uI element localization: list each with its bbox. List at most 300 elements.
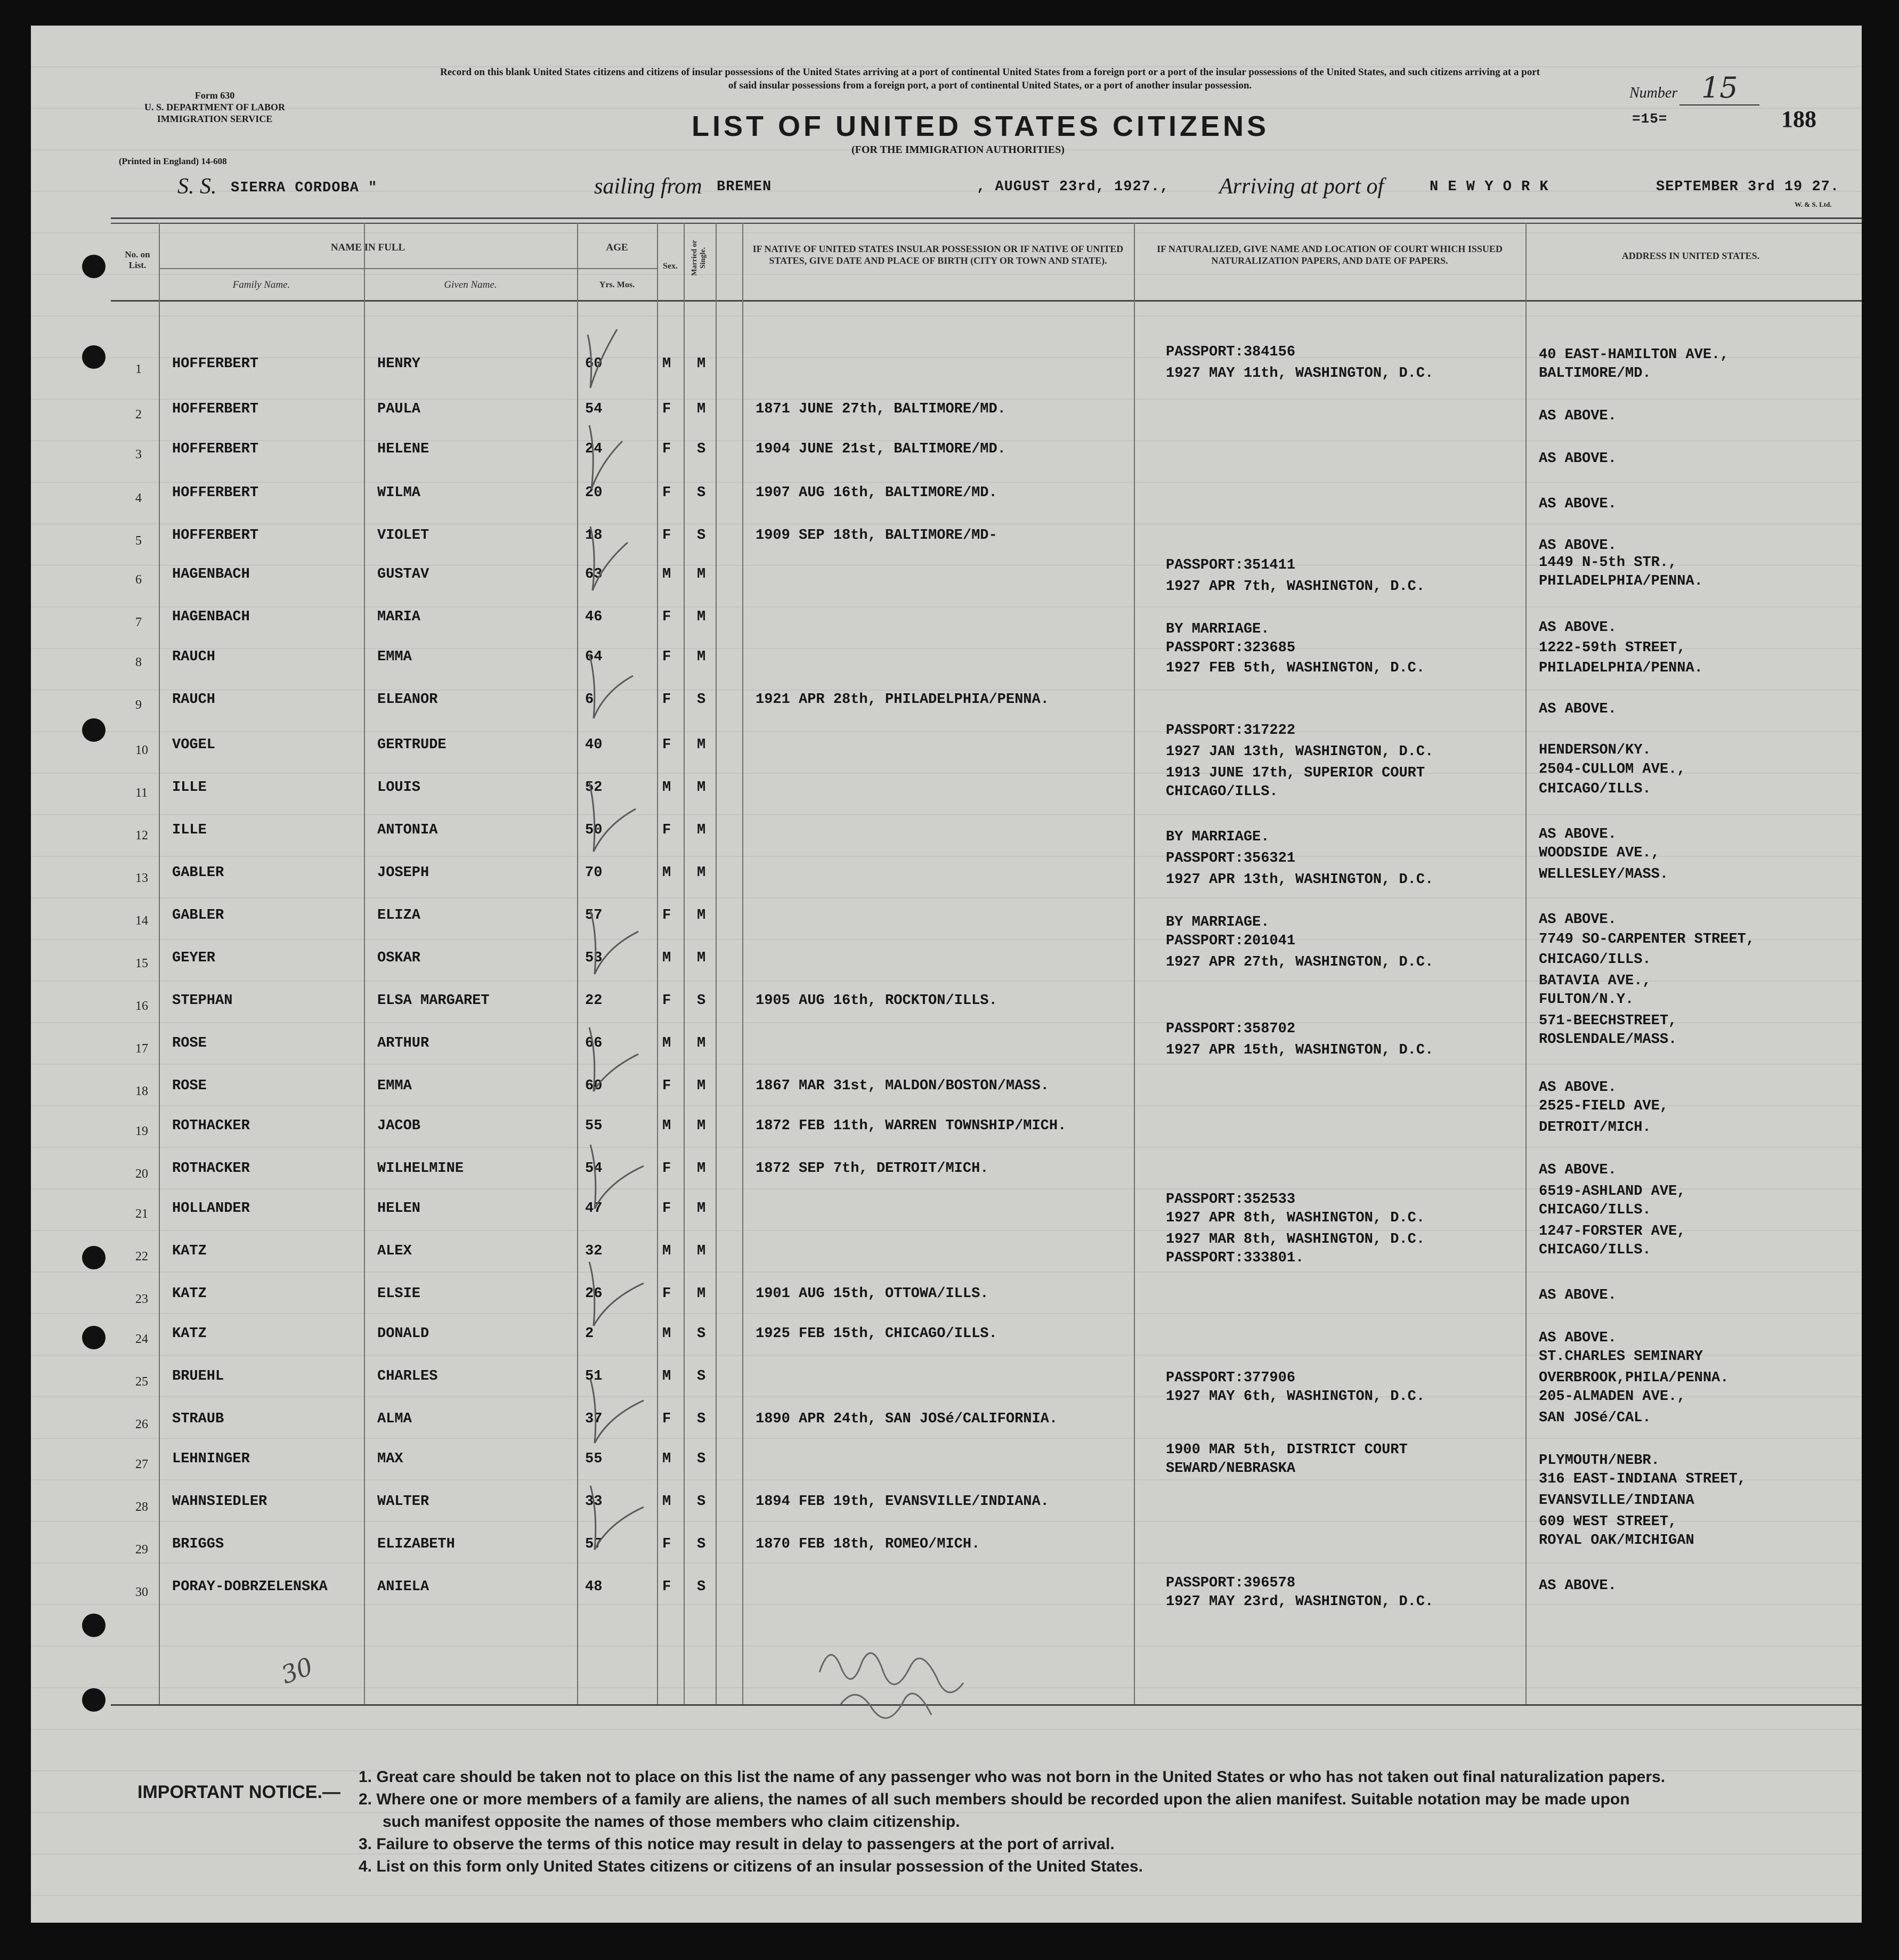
birth-info: 1907 AUG 16th, BALTIMORE/MD. bbox=[756, 485, 997, 501]
family-name: BRIGGS bbox=[172, 1536, 224, 1552]
form-id-block bbox=[127, 90, 303, 125]
age-years: 57 bbox=[585, 908, 603, 924]
sex: F bbox=[662, 609, 671, 625]
given-name: ALEX bbox=[377, 1243, 412, 1259]
given-name: GERTRUDE bbox=[377, 737, 447, 753]
given-name: OSKAR bbox=[377, 950, 421, 966]
given-name: MARIA bbox=[377, 609, 421, 625]
address-line: AS ABOVE. bbox=[1539, 1080, 1617, 1096]
sailing-label: sailing from bbox=[594, 174, 702, 199]
address-line: OVERBROOK,PHILA/PENNA. bbox=[1539, 1370, 1729, 1386]
naturalization-line: 1927 APR 8th, WASHINGTON, D.C. bbox=[1166, 1210, 1425, 1226]
address-line: 609 WEST STREET, bbox=[1539, 1514, 1677, 1530]
address-line: 7749 SO-CARPENTER STREET, bbox=[1539, 932, 1755, 947]
address-line: AS ABOVE. bbox=[1539, 701, 1617, 717]
address-line: ST.CHARLES SEMINARY bbox=[1539, 1349, 1703, 1365]
marital-status: M bbox=[697, 566, 706, 582]
row-number: 18 bbox=[135, 1084, 148, 1098]
row-number: 15 bbox=[135, 957, 148, 970]
punch-hole bbox=[82, 255, 106, 278]
age-years: 24 bbox=[585, 441, 603, 457]
given-name: ELSIE bbox=[377, 1286, 421, 1302]
address-line: 1449 N-5th STR., bbox=[1539, 555, 1677, 571]
address-line: 6519-ASHLAND AVE, bbox=[1539, 1184, 1686, 1200]
address-line: ROSLENDALE/MASS. bbox=[1539, 1032, 1677, 1048]
naturalization-line: PASSPORT:333801. bbox=[1166, 1250, 1304, 1266]
marital-status: S bbox=[697, 441, 706, 457]
age-years: 48 bbox=[585, 1579, 603, 1595]
sex: M bbox=[662, 1451, 671, 1467]
given-name: JACOB bbox=[377, 1118, 421, 1134]
sex: M bbox=[662, 356, 671, 372]
row-number: 7 bbox=[135, 615, 142, 629]
pencil-tick-marks bbox=[585, 313, 713, 1614]
punch-hole bbox=[82, 345, 106, 369]
family-name: HOLLANDER bbox=[172, 1201, 250, 1217]
address-line: PHILADELPHIA/PENNA. bbox=[1539, 573, 1703, 589]
naturalization-line: 1927 APR 13th, WASHINGTON, D.C. bbox=[1166, 872, 1434, 888]
sex: M bbox=[662, 1243, 671, 1259]
service: IMMIGRATION SERVICE bbox=[157, 114, 273, 124]
sex: M bbox=[662, 950, 671, 966]
address-line: 1222-59th STREET, bbox=[1539, 640, 1686, 656]
row-number: 22 bbox=[135, 1250, 148, 1264]
sex: M bbox=[662, 865, 671, 881]
given-name: JOSEPH bbox=[377, 865, 429, 881]
column-divider bbox=[577, 223, 578, 1704]
age-years: 55 bbox=[585, 1451, 603, 1467]
birth-info: 1925 FEB 15th, CHICAGO/ILLS. bbox=[756, 1326, 997, 1342]
family-name: HOFFERBERT bbox=[172, 401, 259, 417]
row-number: 28 bbox=[135, 1500, 148, 1514]
marital-status: M bbox=[697, 1035, 706, 1051]
row-number: 26 bbox=[135, 1418, 148, 1431]
marital-status: M bbox=[697, 950, 706, 966]
marital-status: S bbox=[697, 1536, 706, 1552]
marital-status: M bbox=[697, 822, 706, 838]
number-value: 15 bbox=[1679, 71, 1759, 106]
col-naturalized: IF NATURALIZED, GIVE NAME AND LOCATION OF COURT WHICH ISSUED NATURALIZATION PAPERS, AND DATE OF PAPERS. bbox=[1157, 244, 1503, 266]
row-number: 3 bbox=[135, 448, 142, 461]
column-divider bbox=[1134, 223, 1135, 1704]
notice-item-1: 1. Great care should be taken not to place on this list the name of any passenger who was not born in the United States or who has not taken out final naturalization papers. bbox=[359, 1768, 1666, 1786]
naturalization-line: 1927 APR 7th, WASHINGTON, D.C. bbox=[1166, 579, 1425, 595]
address-line: 205-ALMADEN AVE., bbox=[1539, 1389, 1686, 1405]
footer-rule bbox=[111, 1704, 1862, 1706]
page-title: LIST OF UNITED STATES CITIZENS bbox=[692, 110, 1269, 142]
row-number: 16 bbox=[135, 999, 148, 1013]
given-name: ELSA MARGARET bbox=[377, 993, 490, 1009]
birth-info: 1871 JUNE 27th, BALTIMORE/MD. bbox=[756, 401, 1006, 417]
notice-item-3: 3. Failure to observe the terms of this notice may result in delay to passengers at the port of arrival. bbox=[359, 1835, 1115, 1853]
naturalization-line: PASSPORT:358702 bbox=[1166, 1021, 1296, 1037]
age-years: 47 bbox=[585, 1201, 603, 1217]
column-divider bbox=[1525, 223, 1527, 1704]
given-name: EMMA bbox=[377, 1078, 412, 1094]
family-name: ROTHACKER bbox=[172, 1161, 250, 1177]
age-years: 60 bbox=[585, 1078, 603, 1094]
row-number: 12 bbox=[135, 829, 148, 843]
ship-name: SIERRA CORDOBA " bbox=[231, 180, 378, 196]
family-name: WAHNSIEDLER bbox=[172, 1494, 267, 1510]
family-name: ROSE bbox=[172, 1078, 207, 1094]
date-from: , AUGUST 23rd, 1927., bbox=[977, 179, 1170, 195]
family-name: ILLE bbox=[172, 780, 207, 796]
age-years: 2 bbox=[585, 1326, 594, 1342]
sex: M bbox=[662, 1035, 671, 1051]
family-name: KATZ bbox=[172, 1243, 207, 1259]
given-name: WILHELMINE bbox=[377, 1161, 464, 1177]
col-name: NAME IN FULL bbox=[330, 242, 405, 253]
family-name: STEPHAN bbox=[172, 993, 233, 1009]
sex: F bbox=[662, 1536, 671, 1552]
address-line: AS ABOVE. bbox=[1539, 408, 1617, 424]
marital-status: M bbox=[697, 737, 706, 753]
row-number: 30 bbox=[135, 1585, 148, 1599]
sex: M bbox=[662, 566, 671, 582]
address-line: DETROIT/MICH. bbox=[1539, 1120, 1651, 1136]
age-years: 18 bbox=[585, 528, 603, 544]
column-divider bbox=[716, 223, 717, 1704]
col-yrs-mos: Yrs. Mos. bbox=[599, 280, 635, 289]
naturalization-line: 1927 MAR 8th, WASHINGTON, D.C. bbox=[1166, 1232, 1425, 1248]
naturalization-line: PASSPORT:317222 bbox=[1166, 723, 1296, 739]
address-line: 571-BEECHSTREET, bbox=[1539, 1013, 1677, 1029]
manifest-sheet bbox=[31, 26, 1862, 1923]
birth-info: 1901 AUG 15th, OTTOWA/ILLS. bbox=[756, 1286, 989, 1302]
ss-label: S. S. bbox=[177, 174, 217, 199]
given-name: EMMA bbox=[377, 649, 412, 665]
given-name: ELEANOR bbox=[377, 692, 438, 708]
address-line: 40 EAST-HAMILTON AVE., bbox=[1539, 347, 1729, 363]
department: U. S. DEPARTMENT OF LABOR bbox=[144, 102, 286, 112]
notice-item-4: 4. List on this form only United States citizens or citizens of an insular possession of the United States. bbox=[359, 1858, 1143, 1875]
family-name: HOFFERBERT bbox=[172, 485, 259, 501]
naturalization-line: BY MARRIAGE. bbox=[1166, 829, 1270, 845]
naturalization-line: PASSPORT:201041 bbox=[1166, 933, 1296, 949]
col-no: No. on List. bbox=[125, 249, 150, 270]
address-line: 2504-CULLOM AVE., bbox=[1539, 762, 1686, 777]
marital-status: S bbox=[697, 1451, 706, 1467]
number-label: Number bbox=[1629, 85, 1678, 101]
sheet-code: =15= bbox=[1632, 111, 1668, 127]
marital-status: S bbox=[697, 692, 706, 708]
given-name: VIOLET bbox=[377, 528, 429, 544]
header-rule bbox=[111, 223, 1862, 224]
sex: F bbox=[662, 485, 671, 501]
naturalization-line: PASSPORT:356321 bbox=[1166, 851, 1296, 866]
marital-status: S bbox=[697, 1494, 706, 1510]
age-years: 26 bbox=[585, 1286, 603, 1302]
marital-status: S bbox=[697, 993, 706, 1009]
col-family: Family Name. bbox=[232, 279, 290, 290]
given-name: GUSTAV bbox=[377, 566, 429, 582]
form-number: Form 630 bbox=[194, 90, 235, 101]
marital-status: M bbox=[697, 609, 706, 625]
address-line: AS ABOVE. bbox=[1539, 1578, 1617, 1594]
col-married: Married or Single. bbox=[691, 240, 707, 276]
row-number: 27 bbox=[135, 1457, 148, 1471]
sex: F bbox=[662, 737, 671, 753]
address-line: BATAVIA AVE., bbox=[1539, 973, 1651, 989]
row-number: 25 bbox=[135, 1375, 148, 1389]
marital-status: M bbox=[697, 401, 706, 417]
age-years: 54 bbox=[585, 401, 603, 417]
punch-hole bbox=[82, 1246, 106, 1269]
address-line: AS ABOVE. bbox=[1539, 1287, 1617, 1303]
row-number: 10 bbox=[135, 743, 148, 757]
ws-ltd: W. & S. Ltd. bbox=[1795, 200, 1832, 208]
address-line: SAN JOSé/CAL. bbox=[1539, 1410, 1651, 1426]
sex: F bbox=[662, 822, 671, 838]
family-name: LEHNINGER bbox=[172, 1451, 250, 1467]
sex: F bbox=[662, 528, 671, 544]
birth-info: 1921 APR 28th, PHILADELPHIA/PENNA. bbox=[756, 692, 1049, 708]
punch-hole bbox=[82, 1614, 106, 1637]
col-address: ADDRESS IN UNITED STATES. bbox=[1621, 250, 1760, 261]
column-divider bbox=[364, 223, 365, 1704]
marital-status: M bbox=[697, 649, 706, 665]
given-name: DONALD bbox=[377, 1326, 429, 1342]
sex: F bbox=[662, 993, 671, 1009]
arriving-label: Arriving at port of bbox=[1219, 174, 1384, 199]
naturalization-line: 1927 APR 15th, WASHINGTON, D.C. bbox=[1166, 1042, 1434, 1058]
sex: F bbox=[662, 908, 671, 924]
address-line: CHICAGO/ILLS. bbox=[1539, 781, 1651, 797]
punch-hole bbox=[82, 718, 106, 742]
age-sub-rule bbox=[577, 268, 657, 269]
birth-info: 1867 MAR 31st, MALDON/BOSTON/MASS. bbox=[756, 1078, 1049, 1094]
sex: F bbox=[662, 1078, 671, 1094]
family-name: KATZ bbox=[172, 1286, 207, 1302]
sex: F bbox=[662, 1579, 671, 1595]
naturalization-line: 1927 MAY 11th, WASHINGTON, D.C. bbox=[1166, 366, 1434, 382]
age-years: 70 bbox=[585, 865, 603, 881]
given-name: CHARLES bbox=[377, 1368, 438, 1384]
row-number: 5 bbox=[135, 534, 142, 548]
address-line: PLYMOUTH/NEBR. bbox=[1539, 1453, 1660, 1469]
naturalization-line: PASSPORT:323685 bbox=[1166, 640, 1296, 656]
birth-info: 1904 JUNE 21st, BALTIMORE/MD. bbox=[756, 441, 1006, 457]
row-number: 4 bbox=[135, 491, 142, 505]
given-name: MAX bbox=[377, 1451, 403, 1467]
age-years: 50 bbox=[585, 822, 603, 838]
handwritten-signature bbox=[809, 1630, 979, 1736]
address-line: 2525-FIELD AVE, bbox=[1539, 1098, 1669, 1114]
age-years: 51 bbox=[585, 1368, 603, 1384]
age-years: 22 bbox=[585, 993, 603, 1009]
naturalization-line: 1927 APR 27th, WASHINGTON, D.C. bbox=[1166, 954, 1434, 970]
marital-status: M bbox=[697, 780, 706, 796]
age-years: 33 bbox=[585, 1494, 603, 1510]
birth-info: 1872 FEB 11th, WARREN TOWNSHIP/MICH. bbox=[756, 1118, 1067, 1134]
family-name: RAUCH bbox=[172, 649, 216, 665]
age-years: 32 bbox=[585, 1243, 603, 1259]
address-line: BALTIMORE/MD. bbox=[1539, 366, 1651, 382]
marital-status: S bbox=[697, 528, 706, 544]
family-name: HAGENBACH bbox=[172, 609, 250, 625]
sex: M bbox=[662, 1368, 671, 1384]
marital-status: S bbox=[697, 1579, 706, 1595]
sex: F bbox=[662, 649, 671, 665]
row-number: 23 bbox=[135, 1292, 148, 1306]
age-years: 37 bbox=[585, 1411, 603, 1427]
row-number: 11 bbox=[135, 786, 148, 800]
name-sub-rule bbox=[159, 268, 577, 269]
given-name: HELEN bbox=[377, 1201, 421, 1217]
address-line: AS ABOVE. bbox=[1539, 620, 1617, 636]
given-name: ALMA bbox=[377, 1411, 412, 1427]
address-line: CHICAGO/ILLS. bbox=[1539, 952, 1651, 968]
age-years: 54 bbox=[585, 1161, 603, 1177]
given-name: ELIZA bbox=[377, 908, 421, 924]
given-name: HELENE bbox=[377, 441, 429, 457]
page-number: 188 bbox=[1781, 106, 1816, 132]
address-line: CHICAGO/ILLS. bbox=[1539, 1242, 1651, 1258]
naturalization-line: 1900 MAR 5th, DISTRICT COURT bbox=[1166, 1442, 1408, 1458]
age-years: 52 bbox=[585, 780, 603, 796]
naturalization-line: 1927 MAY 23rd, WASHINGTON, D.C. bbox=[1166, 1594, 1434, 1610]
age-years: 53 bbox=[585, 950, 603, 966]
birth-info: 1894 FEB 19th, EVANSVILLE/INDIANA. bbox=[756, 1494, 1049, 1510]
family-name: ROSE bbox=[172, 1035, 207, 1051]
marital-status: M bbox=[697, 1078, 706, 1094]
age-years: 63 bbox=[585, 566, 603, 582]
sex: M bbox=[662, 1494, 671, 1510]
sex: F bbox=[662, 401, 671, 417]
family-name: RAUCH bbox=[172, 692, 216, 708]
naturalization-line: SEWARD/NEBRASKA bbox=[1166, 1461, 1296, 1477]
age-years: 20 bbox=[585, 485, 603, 501]
naturalization-line: PASSPORT:351411 bbox=[1166, 557, 1296, 573]
address-line: HENDERSON/KY. bbox=[1539, 742, 1651, 758]
family-name: VOGEL bbox=[172, 737, 216, 753]
age-years: 46 bbox=[585, 609, 603, 625]
marital-status: M bbox=[697, 908, 706, 924]
family-name: HOFFERBERT bbox=[172, 441, 259, 457]
given-name: ANIELA bbox=[377, 1579, 429, 1595]
naturalization-line: PASSPORT:377906 bbox=[1166, 1370, 1296, 1386]
address-line: AS ABOVE. bbox=[1539, 496, 1617, 512]
row-number: 2 bbox=[135, 408, 142, 422]
col-birth: IF NATIVE OF UNITED STATES INSULAR POSSESSION OR IF NATIVE OF UNITED STATES, GIVE DATE AND PLACE OF BIRTH (CITY OR TOWN AND STATE). bbox=[752, 244, 1124, 266]
address-line: WOODSIDE AVE., bbox=[1539, 845, 1660, 861]
marital-status: M bbox=[697, 1161, 706, 1177]
address-line: AS ABOVE. bbox=[1539, 538, 1617, 554]
birth-info: 1905 AUG 16th, ROCKTON/ILLS. bbox=[756, 993, 997, 1009]
family-name: PORAY-DOBRZELENSKA bbox=[172, 1579, 328, 1595]
naturalization-line: 1913 JUNE 17th, SUPERIOR COURT bbox=[1166, 765, 1425, 781]
age-years: 64 bbox=[585, 649, 603, 665]
marital-status: S bbox=[697, 1368, 706, 1384]
port-to: N E W Y O R K bbox=[1430, 179, 1549, 195]
address-line: CHICAGO/ILLS. bbox=[1539, 1202, 1651, 1218]
col-sex: Sex. bbox=[663, 262, 678, 271]
notice-item-2-cont: such manifest opposite the names of those members who claim citizenship. bbox=[383, 1813, 960, 1831]
row-number: 21 bbox=[135, 1207, 148, 1221]
marital-status: S bbox=[697, 1326, 706, 1342]
sex: F bbox=[662, 1161, 671, 1177]
row-number: 24 bbox=[135, 1332, 148, 1346]
sex: F bbox=[662, 692, 671, 708]
sex: F bbox=[662, 1286, 671, 1302]
birth-info: 1890 APR 24th, SAN JOSé/CALIFORNIA. bbox=[756, 1411, 1058, 1427]
marital-status: S bbox=[697, 485, 706, 501]
marital-status: M bbox=[697, 865, 706, 881]
punch-hole bbox=[82, 1326, 106, 1349]
marital-status: M bbox=[697, 1201, 706, 1217]
row-number: 14 bbox=[135, 914, 148, 928]
age-years: 40 bbox=[585, 737, 603, 753]
family-name: HOFFERBERT bbox=[172, 528, 259, 544]
notice-item-2: 2. Where one or more members of a family are aliens, the names of all such members should be recorded upon the alien manifest. Suitable notation may be made upon bbox=[359, 1791, 1630, 1808]
date-to: SEPTEMBER 3rd 19 27. bbox=[1656, 179, 1840, 195]
family-name: GABLER bbox=[172, 865, 224, 881]
address-line: FULTON/N.Y. bbox=[1539, 992, 1634, 1008]
row-number: 20 bbox=[135, 1167, 148, 1181]
naturalization-line: PASSPORT:384156 bbox=[1166, 344, 1296, 360]
family-name: STRAUB bbox=[172, 1411, 224, 1427]
marital-status: M bbox=[697, 356, 706, 372]
sex: M bbox=[662, 1118, 671, 1134]
age-years: 6 bbox=[585, 692, 594, 708]
notice-heading: IMPORTANT NOTICE.— bbox=[137, 1782, 340, 1802]
naturalization-line: BY MARRIAGE. bbox=[1166, 914, 1270, 930]
marital-status: M bbox=[697, 1243, 706, 1259]
given-name: ARTHUR bbox=[377, 1035, 429, 1051]
page-subtitle: (FOR THE IMMIGRATION AUTHORITIES) bbox=[851, 144, 1065, 156]
age-years: 66 bbox=[585, 1035, 603, 1051]
given-name: HENRY bbox=[377, 356, 421, 372]
address-line: WELLESLEY/MASS. bbox=[1539, 866, 1669, 882]
naturalization-line: 1927 JAN 13th, WASHINGTON, D.C. bbox=[1166, 744, 1434, 760]
marital-status: S bbox=[697, 1411, 706, 1427]
family-name: ILLE bbox=[172, 822, 207, 838]
row-number: 19 bbox=[135, 1124, 148, 1138]
sex: M bbox=[662, 1326, 671, 1342]
naturalization-line: BY MARRIAGE. bbox=[1166, 621, 1270, 637]
age-years: 60 bbox=[585, 356, 603, 372]
given-name: LOUIS bbox=[377, 780, 421, 796]
naturalization-line: PASSPORT:396578 bbox=[1166, 1575, 1296, 1591]
marital-status: M bbox=[697, 1118, 706, 1134]
col-given: Given Name. bbox=[444, 279, 497, 290]
sex: F bbox=[662, 1411, 671, 1427]
column-divider bbox=[159, 223, 160, 1704]
family-name: ROTHACKER bbox=[172, 1118, 250, 1134]
family-name: HAGENBACH bbox=[172, 566, 250, 582]
naturalization-line: 1927 MAY 6th, WASHINGTON, D.C. bbox=[1166, 1389, 1425, 1405]
row-number: 8 bbox=[135, 655, 142, 669]
given-name: ELIZABETH bbox=[377, 1536, 455, 1552]
birth-info: 1872 SEP 7th, DETROIT/MICH. bbox=[756, 1161, 989, 1177]
naturalization-line: 1927 FEB 5th, WASHINGTON, D.C. bbox=[1166, 660, 1425, 676]
address-line: 316 EAST-INDIANA STREET, bbox=[1539, 1471, 1746, 1487]
age-years: 55 bbox=[585, 1118, 603, 1134]
sex: F bbox=[662, 1201, 671, 1217]
address-line: AS ABOVE. bbox=[1539, 1330, 1617, 1346]
family-name: KATZ bbox=[172, 1326, 207, 1342]
row-number: 13 bbox=[135, 871, 148, 885]
family-name: GABLER bbox=[172, 908, 224, 924]
sex: M bbox=[662, 780, 671, 796]
marital-status: M bbox=[697, 1286, 706, 1302]
address-line: 1247-FORSTER AVE, bbox=[1539, 1224, 1686, 1240]
port-from: BREMEN bbox=[717, 179, 772, 195]
margin-count: 30 bbox=[277, 1651, 317, 1690]
age-years: 57 bbox=[585, 1536, 603, 1552]
birth-info: 1870 FEB 18th, ROMEO/MICH. bbox=[756, 1536, 980, 1552]
